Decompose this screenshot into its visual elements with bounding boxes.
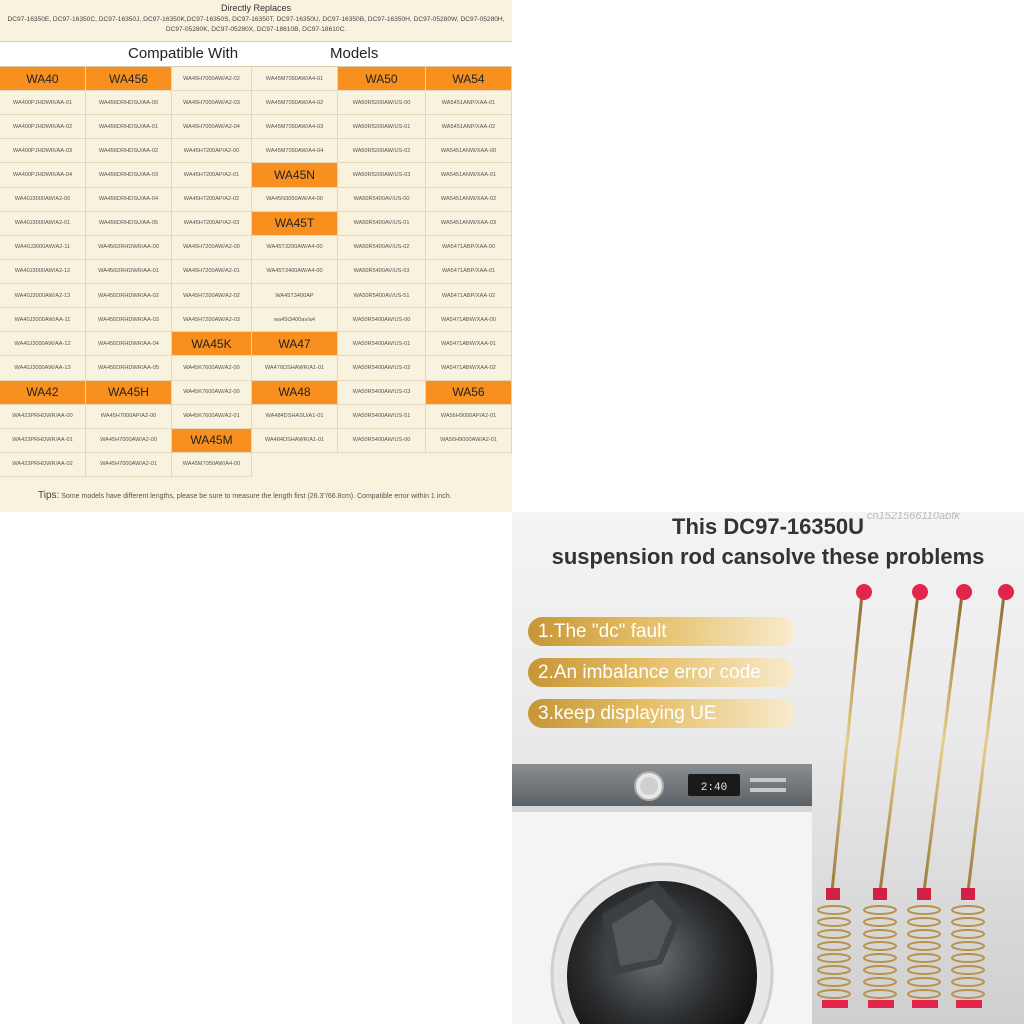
model-cell: WA40J3000AW/A2-13: [0, 284, 86, 308]
model-cell: WA5471ABW/XAA-00: [426, 308, 512, 332]
model-cell: WA5471ABP/XAA-00: [426, 236, 512, 260]
model-cell: WA422PRHDWR/AA-01: [0, 429, 86, 453]
model-cell: WA5471ABP/XAA-01: [426, 260, 512, 284]
model-cell: WA45H7200AW/A2-01: [172, 260, 252, 284]
model-cell: WA50R5400AV/US-00: [338, 188, 426, 212]
model-cell: WA45H7200AW/A2-03: [172, 308, 252, 332]
model-cell: WA50R5400AV/US-02: [338, 236, 426, 260]
model-cell: WA45K7600AW/A2-00: [172, 381, 252, 405]
model-cell: WA40J3000AW/A2-00: [0, 188, 86, 212]
model-cell: WA50R5400AW/US-03: [338, 381, 426, 405]
problem-pill-2: 2.An imbalance error code: [528, 658, 794, 687]
compatible-with-label: Compatible With: [128, 45, 239, 62]
model-cell: wa45t3400av/a4: [252, 308, 338, 332]
empty-cell: [252, 453, 338, 477]
series-header-cell: WA45K: [172, 332, 252, 356]
model-cell: WA5451ANP/XAA-01: [426, 91, 512, 115]
model-cell: WA50R5200AW/US-03: [338, 163, 426, 187]
display-readout: 2:40: [700, 782, 728, 794]
model-cell: WA50R5400AW/US-01: [338, 332, 426, 356]
empty-cell: [426, 453, 512, 477]
series-header-cell: WA45M: [172, 429, 252, 453]
model-cell: WA5451ANW/XAA-01: [426, 163, 512, 187]
model-cell: WA45K7600AW/A2-01: [172, 405, 252, 429]
tips-label: Tips:: [38, 490, 60, 501]
model-cell: WA456DRHDSU/AA-01: [86, 115, 172, 139]
model-cell: WA45T3400AP: [252, 284, 338, 308]
model-cell: WA45H7000AW/A2-00: [86, 429, 172, 453]
model-cell: WA45N3050AW/A4-00: [252, 188, 338, 212]
suspension-rods-image: [812, 572, 1024, 1024]
series-header-cell: WA42: [0, 381, 86, 405]
models-label: Models: [330, 45, 379, 62]
model-cell: WA456DRHDSU/AA-00: [86, 91, 172, 115]
model-cell: WA476DSHAWR/A1-01: [252, 356, 338, 380]
model-cell: WA40J3000AW/A2-01: [0, 212, 86, 236]
rod-2: [864, 584, 928, 1008]
series-header-cell: WA54: [426, 67, 512, 91]
model-cell: WA50R5200AW/US-02: [338, 139, 426, 163]
model-cell: WA5451ANW/XAA-02: [426, 188, 512, 212]
series-header-cell: WA45H: [86, 381, 172, 405]
model-cell: WA45H7000AP/A2-00: [86, 405, 172, 429]
model-cell: WA40J3000AW/AA-11: [0, 308, 86, 332]
model-cell: WA40J3000AW/A2-12: [0, 260, 86, 284]
model-cell: WA456DRHDSU/AA-02: [86, 139, 172, 163]
series-header-cell: WA456: [86, 67, 172, 91]
model-cell: WA456DRHDWR/AA-04: [86, 332, 172, 356]
model-cell: WA400PJHDWR/AA-01: [0, 91, 86, 115]
promo-title: This DC97-16350U: [672, 514, 864, 539]
model-cell: WA50R5400AW/US-51: [338, 405, 426, 429]
model-cell: WA45M7050AW/A4-03: [252, 115, 338, 139]
model-cell: WA484DSHAWR/A1-01: [252, 429, 338, 453]
model-cell: WA45H7200AW/A2-02: [172, 284, 252, 308]
rod-4: [952, 584, 1014, 1008]
model-table: [0, 67, 512, 477]
model-cell: WA45H7000AW/A2-04: [172, 115, 252, 139]
model-cell: WA45H7200AP/A2-01: [172, 163, 252, 187]
model-cell: WA45H7000AW/A2-01: [86, 453, 172, 477]
model-cell: WA50R5400AV/US-51: [338, 284, 426, 308]
problem-pill-1: 1.The "dc" fault: [528, 617, 794, 646]
series-header-cell: WA48: [252, 381, 338, 405]
model-cell: WA56H9000AW/A2-01: [426, 429, 512, 453]
model-cell: WA456DRHDWR/AA-05: [86, 356, 172, 380]
model-cell: WA50R5400AW/US-00: [338, 308, 426, 332]
model-cell: WA5471ABW/XAA-01: [426, 332, 512, 356]
model-cell: WA45H7200AP/A2-03: [172, 212, 252, 236]
model-cell: WA45H7000AW/A2-03: [172, 91, 252, 115]
model-cell: WA45M7050AW/A4-02: [252, 91, 338, 115]
model-cell: WA40J3000AW/AA-12: [0, 332, 86, 356]
compatibility-chart: [0, 0, 512, 512]
model-cell: WA456DRHDWR/AA-02: [86, 284, 172, 308]
model-cell: WA50R5400AV/US-01: [338, 212, 426, 236]
series-header-cell: WA56: [426, 381, 512, 405]
model-cell: WA400PJHDWR/AA-03: [0, 139, 86, 163]
model-cell: WA40J3000AW/A2-11: [0, 236, 86, 260]
model-cell: WA50R5400AV/US-03: [338, 260, 426, 284]
model-cell: WA45H7200AW/A2-00: [172, 236, 252, 260]
model-cell: WA40J3000AW/AA-13: [0, 356, 86, 380]
series-header-cell: WA45T: [252, 212, 338, 236]
model-cell: WA5451ANP/XAA-02: [426, 115, 512, 139]
model-cell: WA45H7200AP/A2-00: [172, 139, 252, 163]
model-cell: WA45K7600AW/A2-00: [172, 356, 252, 380]
model-cell: WA422PRHDWR/AA-00: [0, 405, 86, 429]
chart-title: Directly Replaces: [220, 3, 292, 13]
model-cell: WA456DRHDSU/AA-03: [86, 163, 172, 187]
series-header-cell: WA40: [0, 67, 86, 91]
model-cell: WA400PJHDWR/AA-04: [0, 163, 86, 187]
part-number-list: DC97-16350E, DC97-16350C, DC97-16350J, DC97-16350K,DC97-16350S, DC97-16350T, DC97-16350U, DC97-16350B, DC97-16350H, DC97-05280W, DC97-05280H, DC97-05280K, DC97-05280X, DC97-18610B, DC97-18610C.: [7, 16, 505, 33]
problem-pill-3: 3.keep displaying UE: [528, 699, 794, 728]
model-cell: WA456DRHDWR/AA-03: [86, 308, 172, 332]
series-header-cell: WA45N: [252, 163, 338, 187]
watermark: cn1521566110abfk: [867, 512, 960, 522]
model-cell: WA456DRHDSU/AA-04: [86, 188, 172, 212]
washing-machine-image: [512, 764, 812, 1024]
model-cell: WA50R5400AW/US-00: [338, 429, 426, 453]
product-panel: [512, 512, 1024, 1024]
tips-text: Some models have different lengths, please be sure to measure the length first (26.3"/66.8cm). Compatible error within 1 inch.: [61, 493, 452, 500]
model-cell: WA50R5400AW/US-02: [338, 356, 426, 380]
model-cell: WA456DRHDWR/AA-01: [86, 260, 172, 284]
empty-cell: [338, 453, 426, 477]
model-cell: WA5471ABW/XAA-02: [426, 356, 512, 380]
model-cell: WA5451ANW/XAA-00: [426, 139, 512, 163]
model-cell: WA456DRHDSU/AA-05: [86, 212, 172, 236]
promo-subtitle: suspension rod cansolve these problems: [551, 544, 985, 569]
model-cell: WA56H9000AP/A2-01: [426, 405, 512, 429]
model-cell: WA484DSHASU/A1-01: [252, 405, 338, 429]
model-cell: WA456DRHDWR/AA-00: [86, 236, 172, 260]
model-cell: WA45T3200AW/A4-00: [252, 236, 338, 260]
model-cell: WA400PJHDWR/AA-02: [0, 115, 86, 139]
model-cell: WA45M7050AW/A4-00: [172, 453, 252, 477]
model-cell: WA422PRHDWR/AA-02: [0, 453, 86, 477]
model-cell: WA45M7050AW/A4-01: [252, 67, 338, 91]
series-header-cell: WA50: [338, 67, 426, 91]
compat-header: [0, 41, 512, 67]
model-cell: WA45M7050AW/A4-04: [252, 139, 338, 163]
model-cell: WA50R5200AW/US-00: [338, 91, 426, 115]
model-cell: WA45H7000AW/A2-02: [172, 67, 252, 91]
model-cell: WA50R5200AW/US-01: [338, 115, 426, 139]
model-cell: WA45T3400AW/A4-00: [252, 260, 338, 284]
model-cell: WA45H7200AP/A2-02: [172, 188, 252, 212]
model-cell: WA5451ANW/XAA-03: [426, 212, 512, 236]
rod-3: [908, 584, 972, 1008]
series-header-cell: WA47: [252, 332, 338, 356]
model-cell: WA5471ABP/XAA-02: [426, 284, 512, 308]
tips-note: [38, 490, 452, 501]
